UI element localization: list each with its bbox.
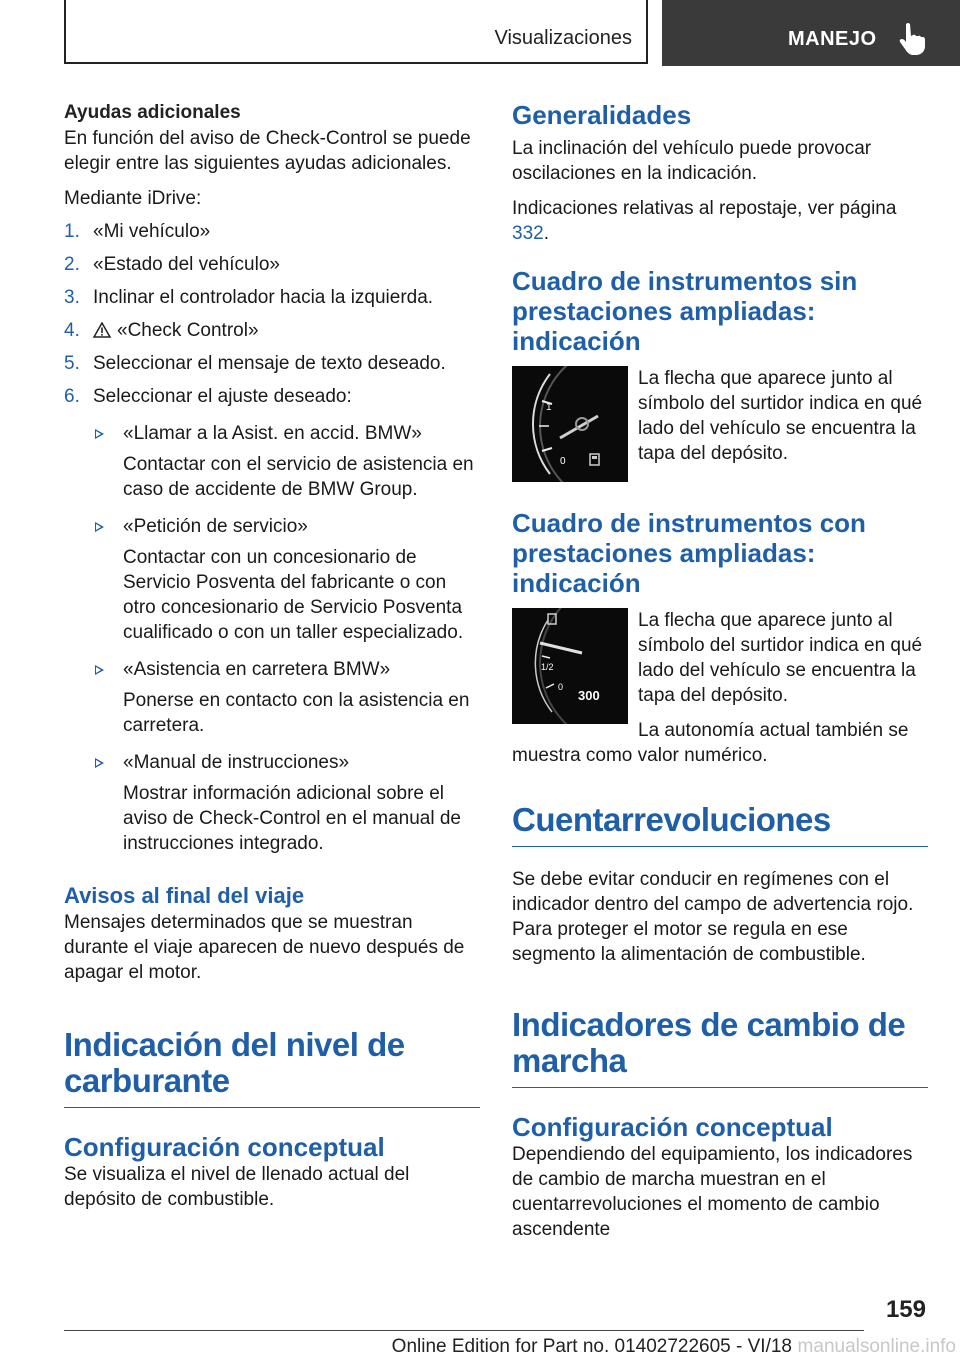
watermark: manualsonline.info: [797, 1336, 956, 1357]
shift-concept-heading: Configuración conceptual: [512, 1112, 833, 1142]
rev-counter-text: Se debe evitar conducir en regímenes con el indicador dentro del campo de advertencia rojo. Para proteger el motor se regula en ese segmento la alimentación de combustible.: [512, 869, 914, 965]
step-number: 5.: [64, 353, 80, 374]
option-description: Mostrar información adicional sobre el aviso de Check-Control en el manual de instrucciones integrado.: [123, 783, 461, 854]
chapter-tab: [662, 0, 960, 66]
cluster-ext-heading: Cuadro de instrumentos con prestaciones ampliadas: indicación: [512, 508, 866, 598]
concept-heading: Configuración conceptual: [64, 1132, 385, 1162]
rev-counter-heading: Cuentarrevoluciones: [512, 802, 928, 847]
trip-end-heading: Avisos al final del viaje: [64, 883, 305, 908]
list-item: [64, 421, 480, 502]
aux-intro: En función del aviso de Check-Control se puede elegir entre las siguientes ayudas adicionales.: [64, 128, 471, 174]
option-label: «Petición de servicio»: [123, 516, 308, 537]
cluster-basic-heading: Cuadro de instrumentos sin prestaciones ampliadas: indicación: [512, 266, 858, 356]
fuel-gauge-basic-graphic: [512, 366, 628, 482]
gauge-label: 1: [546, 402, 552, 413]
list-item: [64, 750, 480, 856]
step-text: «Estado del vehículo»: [93, 254, 280, 275]
triangle-bullet-icon: [95, 665, 104, 675]
section-title: Visualizaciones: [494, 27, 632, 49]
refuel-end: .: [543, 223, 549, 244]
fuel-gauge-basic-image: [512, 366, 628, 482]
list-item: [64, 384, 480, 409]
footer-edition: [0, 1336, 928, 1358]
triangle-bullet-icon: [95, 429, 104, 439]
via-idrive: Mediante iDrive:: [64, 188, 202, 209]
refuel-note: [512, 196, 928, 246]
list-item: [64, 219, 480, 244]
step-text: Seleccionar el ajuste deseado:: [93, 386, 352, 407]
trip-end-text: Mensajes determinados que se muestran durante el viaje aparecen de nuevo después de apagar el motor.: [64, 912, 465, 983]
option-label: «Manual de instrucciones»: [123, 752, 350, 773]
cluster-basic-text: La flecha que aparece junto al símbolo del surtidor indica en qué lado del vehículo se encuentra la tapa del depósito.: [638, 368, 923, 464]
gauge-label: 0: [558, 682, 564, 692]
section-tab: [64, 0, 648, 64]
footer-divider: [64, 1330, 864, 1331]
step-text: Seleccionar el mensaje de texto deseado.: [93, 353, 446, 374]
option-label: «Llamar a la Asist. en accid. BMW»: [123, 423, 422, 444]
page-link[interactable]: 332: [512, 223, 544, 244]
general-heading: Generalidades: [512, 100, 692, 130]
range-readout: 300: [578, 688, 600, 703]
list-item: [64, 285, 480, 310]
general-text: La inclinación del vehículo puede provocar oscilaciones en la indicación.: [512, 138, 872, 184]
steps-list: [64, 219, 480, 409]
list-item: [64, 351, 480, 376]
fuel-gauge-extended-image: [512, 608, 628, 724]
chapter-title: MANEJO: [788, 28, 877, 50]
gauge-label: 0: [560, 456, 566, 467]
right-column: [512, 100, 928, 1242]
warning-triangle-icon: [93, 322, 111, 338]
gauge-label: 1/2: [541, 662, 554, 672]
left-column: [64, 100, 480, 1212]
fuel-level-heading: Indicación del nivel de carburante: [64, 1027, 480, 1108]
option-description: Ponerse en contacto con la asistencia en carretera.: [123, 690, 470, 736]
step-number: 2.: [64, 254, 80, 275]
list-item: [64, 514, 480, 645]
concept-text: Se visualiza el nivel de llenado actual del depósito de combustible.: [64, 1164, 410, 1210]
step-number: 1.: [64, 221, 80, 242]
triangle-bullet-icon: [95, 758, 104, 768]
aux-title: Ayudas adicionales: [64, 102, 241, 123]
page-number: 159: [885, 1296, 926, 1323]
fuel-gauge-extended-graphic: [512, 608, 628, 724]
list-item: [64, 318, 480, 343]
option-description: Contactar con un concesionario de Servicio Posventa del fabricante o con otro concesionario de Servicio Posventa cualificado o con un taller especializado.: [123, 547, 464, 643]
option-label: «Asistencia en carretera BMW»: [123, 659, 391, 680]
hand-pointer-icon: [898, 22, 928, 56]
step-text: «Mi vehículo»: [93, 221, 211, 242]
refuel-text: Indicaciones relativas al repostaje, ver página: [512, 198, 897, 219]
edition-text: Online Edition for Part no. 01402722605 - VI/18: [391, 1336, 792, 1357]
step-number: 3.: [64, 287, 80, 308]
range-text: La autonomía actual también se muestra como valor numérico.: [512, 720, 909, 766]
list-item: [64, 657, 480, 738]
triangle-bullet-icon: [95, 522, 104, 532]
cluster-ext-text: La flecha que aparece junto al símbolo del surtidor indica en qué lado del vehículo se encuentra la tapa del depósito.: [638, 610, 923, 706]
page-header: [0, 0, 960, 66]
shift-indicator-heading: Indicadores de cambio de marcha: [512, 1007, 928, 1088]
step-text: «Check Control»: [117, 320, 259, 341]
step-number: 4.: [64, 320, 80, 341]
cluster-ext-block: [512, 608, 928, 768]
option-description: Contactar con el servicio de asistencia en caso de accidente de BMW Group.: [123, 454, 474, 500]
options-list: [64, 421, 480, 856]
step-number: 6.: [64, 386, 80, 407]
list-item: [64, 252, 480, 277]
shift-concept-text: Dependiendo del equipamiento, los indicadores de cambio de marcha muestran en el cuentarrevoluciones el momento de cambio ascendente: [512, 1144, 913, 1240]
step-text: Inclinar el controlador hacia la izquierda.: [93, 287, 434, 308]
cluster-basic-block: [512, 366, 928, 486]
